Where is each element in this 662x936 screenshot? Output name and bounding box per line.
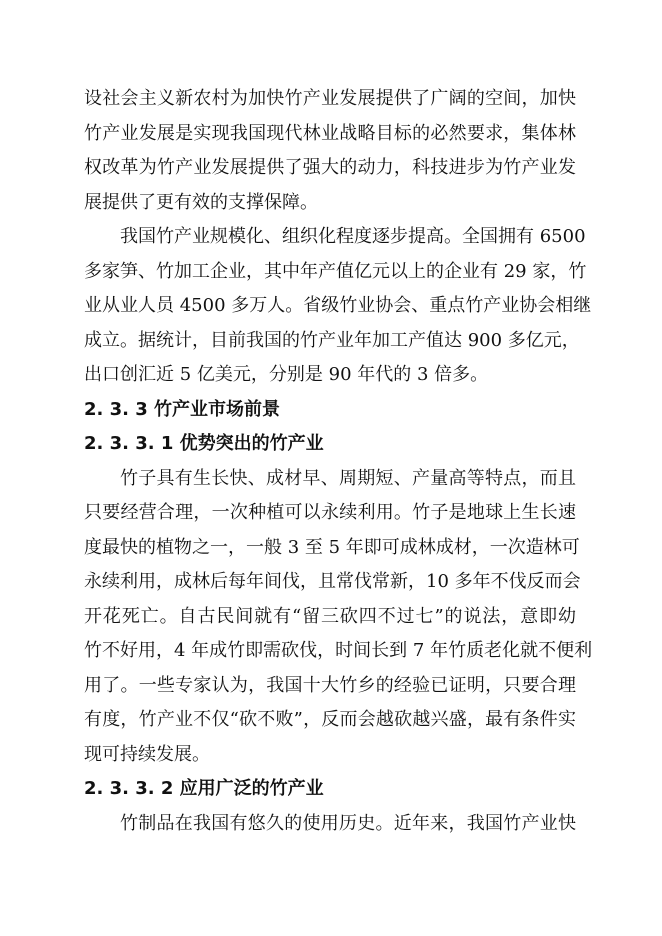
- paragraph-line: 成立。据统计，目前我国的竹产业年加工产值达 900 多亿元，: [84, 329, 580, 351]
- paragraph-line: 开花死亡。自古民间就有“留三砍四不过七”的说法，意即幼: [84, 605, 576, 627]
- paragraph-line: 权改革为竹产业发展提供了强大的动力，科技进步为竹产业发: [84, 157, 576, 178]
- paragraph-line: 竹产业发展是实现我国现代林业战略目标的必然要求，集体林: [84, 122, 576, 144]
- paragraph-line: 度最快的植物之一，一般 3 至 5 年即可成林成材，一次造林可: [84, 536, 580, 558]
- section-heading-2-3-3-2: 2. 3. 3. 2 应用广泛的竹产业: [84, 778, 324, 799]
- paragraph-line: 只要经营合理，一次种植可以永续利用。竹子是地球上生长速: [84, 502, 576, 523]
- paragraph-line: 用了。一些专家认为，我国十大竹乡的经验已证明，只要合理: [84, 674, 576, 696]
- paragraph-line: 我国竹产业规模化、组织化程度逐步提高。全国拥有 6500: [120, 226, 586, 247]
- paragraph-line: 出口创汇近 5 亿美元，分别是 90 年代的 3 倍多。: [84, 364, 489, 385]
- paragraph-line: 业从业人员 4500 多万人。省级竹业协会、重点竹产业协会相继: [84, 295, 592, 316]
- paragraph-line: 设社会主义新农村为加快竹产业发展提供了广阔的空间，加快: [84, 88, 576, 109]
- paragraph-line: 竹不好用，4 年成竹即需砍伐，时间长到 7 年竹质老化就不便利: [84, 640, 593, 661]
- section-heading-2-3-3-1: 2. 3. 3. 1 优势突出的竹产业: [84, 433, 324, 454]
- paragraph-line: 永续利用，成林后每年间伐，且常伐常新，10 多年不伐反而会: [84, 571, 581, 592]
- document-page: [84, 82, 593, 841]
- paragraph-line: 多家笋、竹加工企业，其中年产值亿元以上的企业有 29 家，竹: [84, 260, 587, 282]
- paragraph-line: 竹子具有生长快、成材早、周期短、产量高等特点，而且: [120, 467, 576, 489]
- paragraph-line: 现可持续发展。: [84, 743, 210, 765]
- paragraph-line: 竹制品在我国有悠久的使用历史。近年来，我国竹产业快: [120, 812, 576, 834]
- paragraph-line: 有度，竹产业不仅“砍不败”，反而会越砍越兴盛，最有条件实: [84, 709, 576, 730]
- paragraph-4: [84, 807, 576, 842]
- paragraph-1: [84, 82, 576, 220]
- paragraph-3: [84, 462, 593, 773]
- paragraph-2: [84, 220, 592, 393]
- paragraph-line: 展提供了更有效的支撑保障。: [84, 191, 318, 213]
- section-heading-2-3-3: 2. 3. 3 竹产业市场前景: [84, 398, 281, 420]
